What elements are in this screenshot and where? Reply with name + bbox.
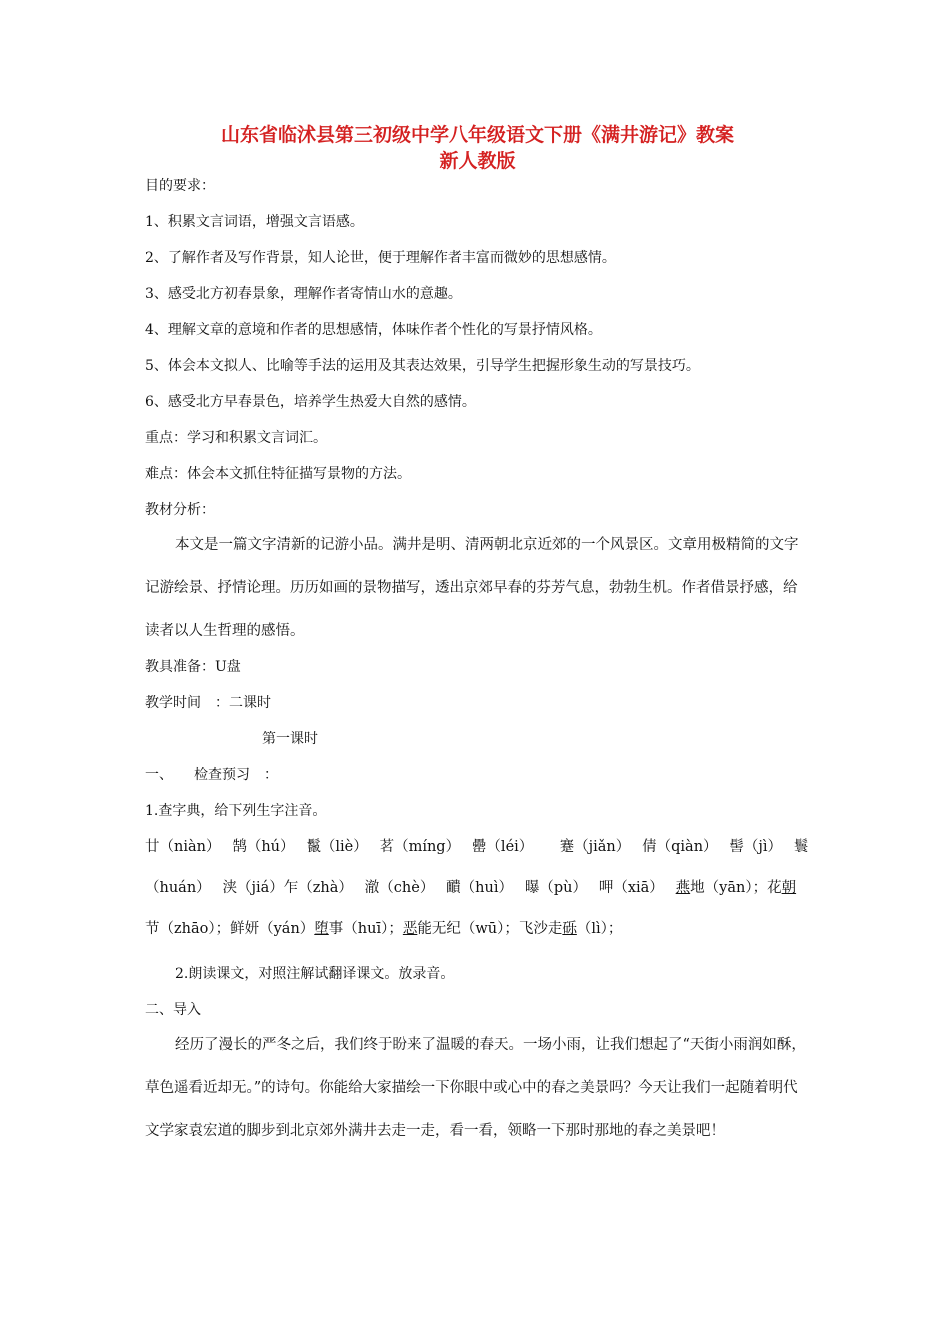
key-point: 重点：学习和积累文言词汇。 bbox=[145, 430, 327, 446]
objective-3: 3、感受北方初春景象，理解作者寄情山水的意趣。 bbox=[145, 286, 462, 302]
pinyin-text-4: 事（huī）； bbox=[328, 921, 403, 937]
objective-1: 1、积累文言词语，增强文言语感。 bbox=[145, 214, 364, 230]
objective-5: 5、体会本文拟人、比喻等手法的运用及其表达效果，引导学生把握形象生动的写景技巧。 bbox=[145, 358, 700, 374]
title-line-2: 新人教版 bbox=[439, 150, 516, 172]
objective-6: 6、感受北方早春景色，培养学生热爱大自然的感情。 bbox=[145, 394, 476, 410]
analysis-paragraph: 本文是一篇文字清新的记游小品。满井是明、清两朝北京近郊的一个风景区。文章用极精简的文字记游绘景、抒情论理。历历如画的景物描写，透出京郊早春的芬芳气息，勃勃生机。作者借景抒感，给读者以人生哲理的感悟。 bbox=[145, 537, 799, 639]
pinyin-underlined-5: 砾 bbox=[562, 921, 577, 937]
teaching-time: 教学时间 ：二课时 bbox=[145, 695, 271, 711]
section-1-item-2: 2.朗读课文，对照注解试翻译课文。放录音。 bbox=[175, 966, 455, 982]
objectives-heading: 目的要求： bbox=[145, 178, 215, 194]
title-line-1: 山东省临沭县第三初级中学八年级语文下册《满井游记》教案 bbox=[220, 124, 734, 146]
pinyin-underlined-1: 燕 bbox=[675, 880, 691, 896]
pinyin-text-3: 节（zhāo）；鲜妍（yán） bbox=[145, 921, 315, 937]
pinyin-text-6: （lì）； bbox=[576, 921, 623, 937]
pinyin-list bbox=[145, 827, 810, 950]
analysis-heading: 教材分析： bbox=[145, 502, 215, 518]
pinyin-underlined-3: 堕 bbox=[314, 921, 329, 937]
pinyin-underlined-2: 朝 bbox=[781, 880, 797, 896]
intro-paragraph: 经历了漫长的严冬之后，我们终于盼来了温暖的春天。一场小雨，让我们想起了“天街小雨润如酥，草色遥看近却无。”的诗句。你能给大家描绘一下你眼中或心中的春之美景吗？今天让我们一起随着明代文学家袁宏道的脚步到北京郊外满井去走一走，看一看，领略一下那时那地的春之美景吧！ bbox=[145, 1037, 806, 1139]
section-2-heading: 二、导入 bbox=[145, 1002, 201, 1018]
pinyin-underlined-4: 恶 bbox=[402, 921, 418, 937]
pinyin-text-1: 廿（niàn） 鹄（hú） 鬣（liè） 茗（míng） 罍（léi） 蹇（jiǎn） 倩（qiàn） 髻（jì） 鬟（huán） 浃（jiá）乍（zhà） 澈（chè） 靧（huì） 曝（pù） 呷（xiā） bbox=[145, 839, 809, 896]
lesson-title: 第一课时 bbox=[262, 731, 318, 747]
document-page bbox=[145, 122, 810, 1153]
section-1-heading: 一、 检查预习 ： bbox=[145, 767, 278, 783]
pinyin-text-5: 能无纪（wū）；飞沙走 bbox=[417, 921, 563, 937]
section-1-item-1: 1.查字典，给下列生字注音。 bbox=[145, 803, 327, 819]
difficulty: 难点：体会本文抓住特征描写景物的方法。 bbox=[145, 466, 411, 482]
document-title bbox=[145, 122, 810, 174]
objective-4: 4、理解文章的意境和作者的思想感情，体味作者个性化的写景抒情风格。 bbox=[145, 322, 602, 338]
teaching-tools: 教具准备：U盘 bbox=[145, 659, 241, 675]
pinyin-text-2: 地（yān）；花 bbox=[690, 880, 782, 896]
objective-2: 2、了解作者及写作背景，知人论世，便于理解作者丰富而微妙的思想感情。 bbox=[145, 250, 616, 266]
